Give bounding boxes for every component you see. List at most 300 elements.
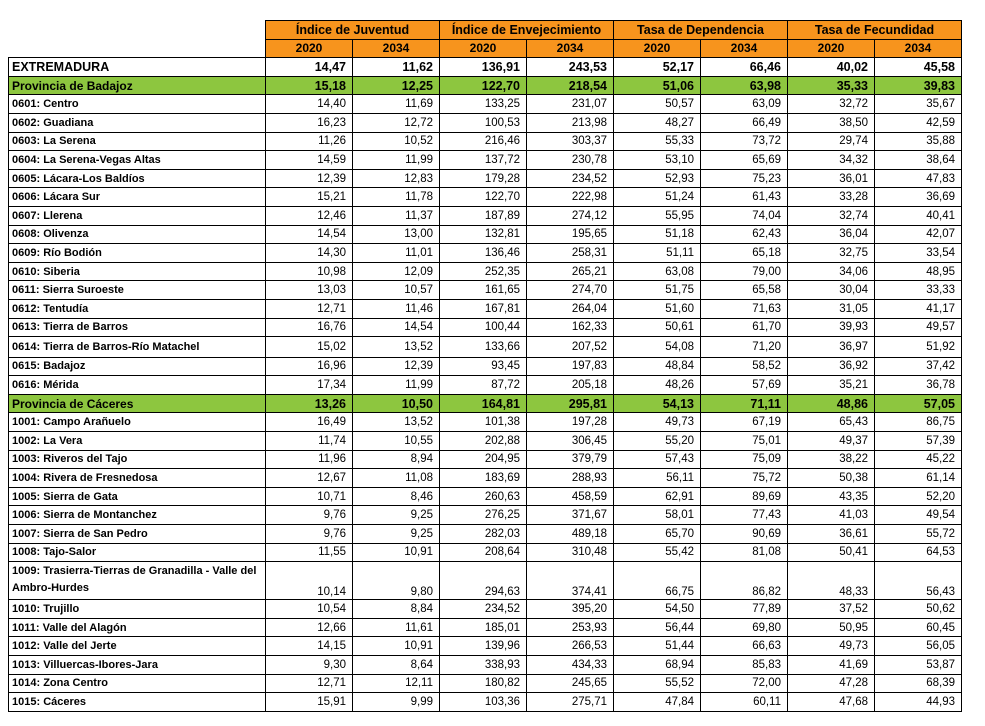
value-cell: 9,76 [266,524,353,543]
value-cell: 11,26 [266,132,353,151]
group-header-row [9,21,962,40]
value-cell: 47,83 [875,169,962,188]
row-label: 0614: Tierra de Barros-Río Matachel [9,337,266,358]
table-row [9,524,962,543]
value-cell: 38,64 [875,151,962,170]
table-row [9,562,962,600]
value-cell: 216,46 [440,132,527,151]
row-label: 1012: Valle del Jerte [9,637,266,656]
value-cell: 93,45 [440,357,527,376]
value-cell: 64,53 [875,543,962,562]
row-label: 1011: Valle del Alagón [9,618,266,637]
value-cell: 51,18 [614,225,701,244]
value-cell: 66,49 [701,113,788,132]
value-cell: 10,52 [353,132,440,151]
value-cell: 258,31 [527,244,614,263]
row-label: 0607: Llerena [9,206,266,225]
table-row [9,299,962,318]
value-cell: 85,83 [701,655,788,674]
group-header-juventud: Índice de Juventud [266,21,440,40]
year-header-row [9,39,962,58]
value-cell: 458,59 [527,487,614,506]
table-row [9,655,962,674]
value-cell: 139,96 [440,637,527,656]
value-cell: 11,99 [353,151,440,170]
row-label: 1010: Trujillo [9,600,266,619]
value-cell: 213,98 [527,113,614,132]
row-label: 0603: La Serena [9,132,266,151]
value-cell: 11,78 [353,188,440,207]
value-cell: 103,36 [440,693,527,712]
value-cell: 48,86 [788,394,875,413]
value-cell: 66,63 [701,637,788,656]
value-cell: 8,94 [353,450,440,469]
value-cell: 132,81 [440,225,527,244]
value-cell: 55,95 [614,206,701,225]
value-cell: 43,35 [788,487,875,506]
value-cell: 9,76 [266,506,353,525]
value-cell: 50,57 [614,95,701,114]
data-table-container [8,20,962,712]
value-cell: 61,70 [701,318,788,337]
value-cell: 38,22 [788,450,875,469]
value-cell: 122,70 [440,76,527,95]
value-cell: 53,87 [875,655,962,674]
value-cell: 30,04 [788,281,875,300]
table-row [9,357,962,376]
table-row [9,151,962,170]
value-cell: 379,79 [527,450,614,469]
value-cell: 39,93 [788,318,875,337]
value-cell: 294,63 [440,562,527,600]
value-cell: 306,45 [527,431,614,450]
row-label: 0606: Lácara Sur [9,188,266,207]
value-cell: 57,69 [701,376,788,395]
value-cell: 54,08 [614,337,701,358]
value-cell: 86,75 [875,413,962,432]
value-cell: 11,01 [353,244,440,263]
value-cell: 57,05 [875,394,962,413]
value-cell: 303,37 [527,132,614,151]
value-cell: 61,43 [701,188,788,207]
table-row [9,637,962,656]
value-cell: 15,02 [266,337,353,358]
value-cell: 86,82 [701,562,788,600]
value-cell: 58,01 [614,506,701,525]
value-cell: 54,50 [614,600,701,619]
value-cell: 12,71 [266,674,353,693]
table-row [9,618,962,637]
value-cell: 51,92 [875,337,962,358]
value-cell: 34,06 [788,262,875,281]
row-label: 1003: Riveros del Tajo [9,450,266,469]
table-row [9,487,962,506]
value-cell: 208,64 [440,543,527,562]
value-cell: 11,69 [353,95,440,114]
year-header: 2020 [614,39,701,58]
value-cell: 10,55 [353,431,440,450]
value-cell: 10,57 [353,281,440,300]
value-cell: 75,72 [701,469,788,488]
value-cell: 137,72 [440,151,527,170]
value-cell: 68,39 [875,674,962,693]
value-cell: 45,22 [875,450,962,469]
row-label: 1006: Sierra de Montanchez [9,506,266,525]
value-cell: 8,64 [353,655,440,674]
value-cell: 218,54 [527,76,614,95]
value-cell: 36,92 [788,357,875,376]
value-cell: 48,84 [614,357,701,376]
row-label: 1015: Cáceres [9,693,266,712]
value-cell: 9,25 [353,524,440,543]
table-body [9,21,962,712]
value-cell: 195,65 [527,225,614,244]
value-cell: 12,39 [266,169,353,188]
value-cell: 274,12 [527,206,614,225]
value-cell: 14,40 [266,95,353,114]
value-cell: 75,23 [701,169,788,188]
value-cell: 36,69 [875,188,962,207]
group-header-dependencia: Tasa de Dependencia [614,21,788,40]
value-cell: 245,65 [527,674,614,693]
value-cell: 12,39 [353,357,440,376]
value-cell: 54,13 [614,394,701,413]
value-cell: 12,71 [266,299,353,318]
value-cell: 39,83 [875,76,962,95]
value-cell: 282,03 [440,524,527,543]
value-cell: 310,48 [527,543,614,562]
table-row [9,376,962,395]
value-cell: 50,38 [788,469,875,488]
value-cell: 35,88 [875,132,962,151]
table-row [9,113,962,132]
row-label: 0608: Olivenza [9,225,266,244]
value-cell: 36,04 [788,225,875,244]
row-label: 1005: Sierra de Gata [9,487,266,506]
row-label: 1002: La Vera [9,431,266,450]
value-cell: 12,83 [353,169,440,188]
value-cell: 179,28 [440,169,527,188]
value-cell: 230,78 [527,151,614,170]
value-cell: 204,95 [440,450,527,469]
value-cell: 34,32 [788,151,875,170]
value-cell: 52,93 [614,169,701,188]
value-cell: 49,54 [875,506,962,525]
value-cell: 89,69 [701,487,788,506]
value-cell: 252,35 [440,262,527,281]
value-cell: 17,34 [266,376,353,395]
value-cell: 65,70 [614,524,701,543]
value-cell: 75,09 [701,450,788,469]
value-cell: 10,50 [353,394,440,413]
value-cell: 10,98 [266,262,353,281]
value-cell: 63,08 [614,262,701,281]
value-cell: 61,14 [875,469,962,488]
value-cell: 29,74 [788,132,875,151]
value-cell: 48,33 [788,562,875,600]
value-cell: 11,74 [266,431,353,450]
row-label: 0611: Sierra Suroeste [9,281,266,300]
value-cell: 79,00 [701,262,788,281]
value-cell: 87,72 [440,376,527,395]
table-row [9,674,962,693]
value-cell: 11,96 [266,450,353,469]
value-cell: 55,72 [875,524,962,543]
value-cell: 51,75 [614,281,701,300]
value-cell: 10,14 [266,562,353,600]
value-cell: 67,19 [701,413,788,432]
year-header: 2034 [353,39,440,58]
value-cell: 32,75 [788,244,875,263]
value-cell: 37,42 [875,357,962,376]
value-cell: 45,58 [875,58,962,77]
row-label: 0613: Tierra de Barros [9,318,266,337]
value-cell: 60,11 [701,693,788,712]
value-cell: 49,57 [875,318,962,337]
value-cell: 66,46 [701,58,788,77]
value-cell: 48,26 [614,376,701,395]
value-cell: 50,95 [788,618,875,637]
table-row [9,206,962,225]
value-cell: 8,46 [353,487,440,506]
value-cell: 14,54 [353,318,440,337]
value-cell: 51,44 [614,637,701,656]
value-cell: 57,43 [614,450,701,469]
row-label: Provincia de Cáceres [9,394,266,413]
value-cell: 371,67 [527,506,614,525]
value-cell: 36,97 [788,337,875,358]
value-cell: 13,52 [353,337,440,358]
row-label: 0601: Centro [9,95,266,114]
value-cell: 295,81 [527,394,614,413]
row-label: 1008: Tajo-Salor [9,543,266,562]
value-cell: 51,11 [614,244,701,263]
year-header: 2020 [266,39,353,58]
value-cell: 58,52 [701,357,788,376]
value-cell: 11,55 [266,543,353,562]
value-cell: 207,52 [527,337,614,358]
value-cell: 56,05 [875,637,962,656]
row-label: Provincia de Badajoz [9,76,266,95]
value-cell: 14,54 [266,225,353,244]
value-cell: 38,50 [788,113,875,132]
value-cell: 65,58 [701,281,788,300]
value-cell: 62,43 [701,225,788,244]
year-header: 2034 [701,39,788,58]
value-cell: 133,66 [440,337,527,358]
value-cell: 55,33 [614,132,701,151]
value-cell: 231,07 [527,95,614,114]
value-cell: 63,09 [701,95,788,114]
value-cell: 14,30 [266,244,353,263]
value-cell: 65,69 [701,151,788,170]
row-label: 0616: Mérida [9,376,266,395]
value-cell: 71,20 [701,337,788,358]
value-cell: 42,59 [875,113,962,132]
value-cell: 13,03 [266,281,353,300]
value-cell: 36,01 [788,169,875,188]
year-header: 2034 [527,39,614,58]
value-cell: 9,30 [266,655,353,674]
table-row [9,394,962,413]
value-cell: 14,15 [266,637,353,656]
row-label: 0610: Siberia [9,262,266,281]
value-cell: 56,43 [875,562,962,600]
value-cell: 47,68 [788,693,875,712]
group-header-envejecimiento: Índice de Envejecimiento [440,21,614,40]
value-cell: 15,21 [266,188,353,207]
year-header: 2020 [788,39,875,58]
value-cell: 10,91 [353,543,440,562]
value-cell: 65,18 [701,244,788,263]
value-cell: 68,94 [614,655,701,674]
value-cell: 32,74 [788,206,875,225]
header-corner [9,39,266,58]
value-cell: 36,61 [788,524,875,543]
value-cell: 47,28 [788,674,875,693]
value-cell: 15,18 [266,76,353,95]
value-cell: 374,41 [527,562,614,600]
value-cell: 66,75 [614,562,701,600]
value-cell: 71,63 [701,299,788,318]
value-cell: 16,23 [266,113,353,132]
value-cell: 52,20 [875,487,962,506]
value-cell: 136,46 [440,244,527,263]
value-cell: 288,93 [527,469,614,488]
table-row [9,281,962,300]
table-row [9,413,962,432]
value-cell: 187,89 [440,206,527,225]
value-cell: 12,11 [353,674,440,693]
row-label: 0615: Badajoz [9,357,266,376]
table-row [9,188,962,207]
value-cell: 63,98 [701,76,788,95]
row-label: 1007: Sierra de San Pedro [9,524,266,543]
value-cell: 37,52 [788,600,875,619]
value-cell: 56,11 [614,469,701,488]
value-cell: 12,72 [353,113,440,132]
value-cell: 16,49 [266,413,353,432]
value-cell: 33,33 [875,281,962,300]
value-cell: 81,08 [701,543,788,562]
value-cell: 162,33 [527,318,614,337]
table-row [9,169,962,188]
value-cell: 44,93 [875,693,962,712]
value-cell: 62,91 [614,487,701,506]
value-cell: 14,59 [266,151,353,170]
value-cell: 264,04 [527,299,614,318]
value-cell: 41,17 [875,299,962,318]
table-row [9,600,962,619]
year-header: 2034 [875,39,962,58]
value-cell: 8,84 [353,600,440,619]
value-cell: 50,61 [614,318,701,337]
table-row [9,76,962,95]
table-row [9,543,962,562]
value-cell: 56,44 [614,618,701,637]
value-cell: 11,62 [353,58,440,77]
table-row [9,450,962,469]
value-cell: 234,52 [440,600,527,619]
value-cell: 77,89 [701,600,788,619]
value-cell: 13,52 [353,413,440,432]
value-cell: 275,71 [527,693,614,712]
value-cell: 16,76 [266,318,353,337]
value-cell: 12,46 [266,206,353,225]
value-cell: 90,69 [701,524,788,543]
value-cell: 11,37 [353,206,440,225]
value-cell: 9,99 [353,693,440,712]
value-cell: 265,21 [527,262,614,281]
value-cell: 100,53 [440,113,527,132]
value-cell: 75,01 [701,431,788,450]
row-label: 0602: Guadiana [9,113,266,132]
row-label: 1001: Campo Arañuelo [9,413,266,432]
value-cell: 395,20 [527,600,614,619]
value-cell: 10,71 [266,487,353,506]
value-cell: 13,26 [266,394,353,413]
table-row [9,318,962,337]
table-row [9,693,962,712]
value-cell: 77,43 [701,506,788,525]
value-cell: 197,83 [527,357,614,376]
value-cell: 11,61 [353,618,440,637]
value-cell: 55,20 [614,431,701,450]
value-cell: 205,18 [527,376,614,395]
value-cell: 65,43 [788,413,875,432]
value-cell: 243,53 [527,58,614,77]
table-row [9,506,962,525]
value-cell: 136,91 [440,58,527,77]
value-cell: 12,09 [353,262,440,281]
table-row [9,337,962,358]
row-label: 1009: Trasierra-Tierras de Granadilla - Valle del Ambro-Hurdes [9,562,266,600]
value-cell: 9,80 [353,562,440,600]
value-cell: 11,08 [353,469,440,488]
value-cell: 51,60 [614,299,701,318]
value-cell: 161,65 [440,281,527,300]
value-cell: 40,41 [875,206,962,225]
value-cell: 48,27 [614,113,701,132]
value-cell: 197,28 [527,413,614,432]
value-cell: 72,00 [701,674,788,693]
value-cell: 100,44 [440,318,527,337]
table-row [9,262,962,281]
row-label: 0609: Río Bodión [9,244,266,263]
value-cell: 434,33 [527,655,614,674]
value-cell: 133,25 [440,95,527,114]
row-label: 0605: Lácara-Los Baldíos [9,169,266,188]
value-cell: 14,47 [266,58,353,77]
value-cell: 47,84 [614,693,701,712]
value-cell: 16,96 [266,357,353,376]
value-cell: 12,25 [353,76,440,95]
value-cell: 10,91 [353,637,440,656]
value-cell: 338,93 [440,655,527,674]
value-cell: 71,11 [701,394,788,413]
value-cell: 274,70 [527,281,614,300]
row-label: 0604: La Serena-Vegas Altas [9,151,266,170]
table-row [9,431,962,450]
value-cell: 12,67 [266,469,353,488]
value-cell: 10,54 [266,600,353,619]
value-cell: 167,81 [440,299,527,318]
value-cell: 180,82 [440,674,527,693]
value-cell: 50,41 [788,543,875,562]
row-label: 0612: Tentudía [9,299,266,318]
value-cell: 202,88 [440,431,527,450]
row-label: EXTREMADURA [9,58,266,77]
